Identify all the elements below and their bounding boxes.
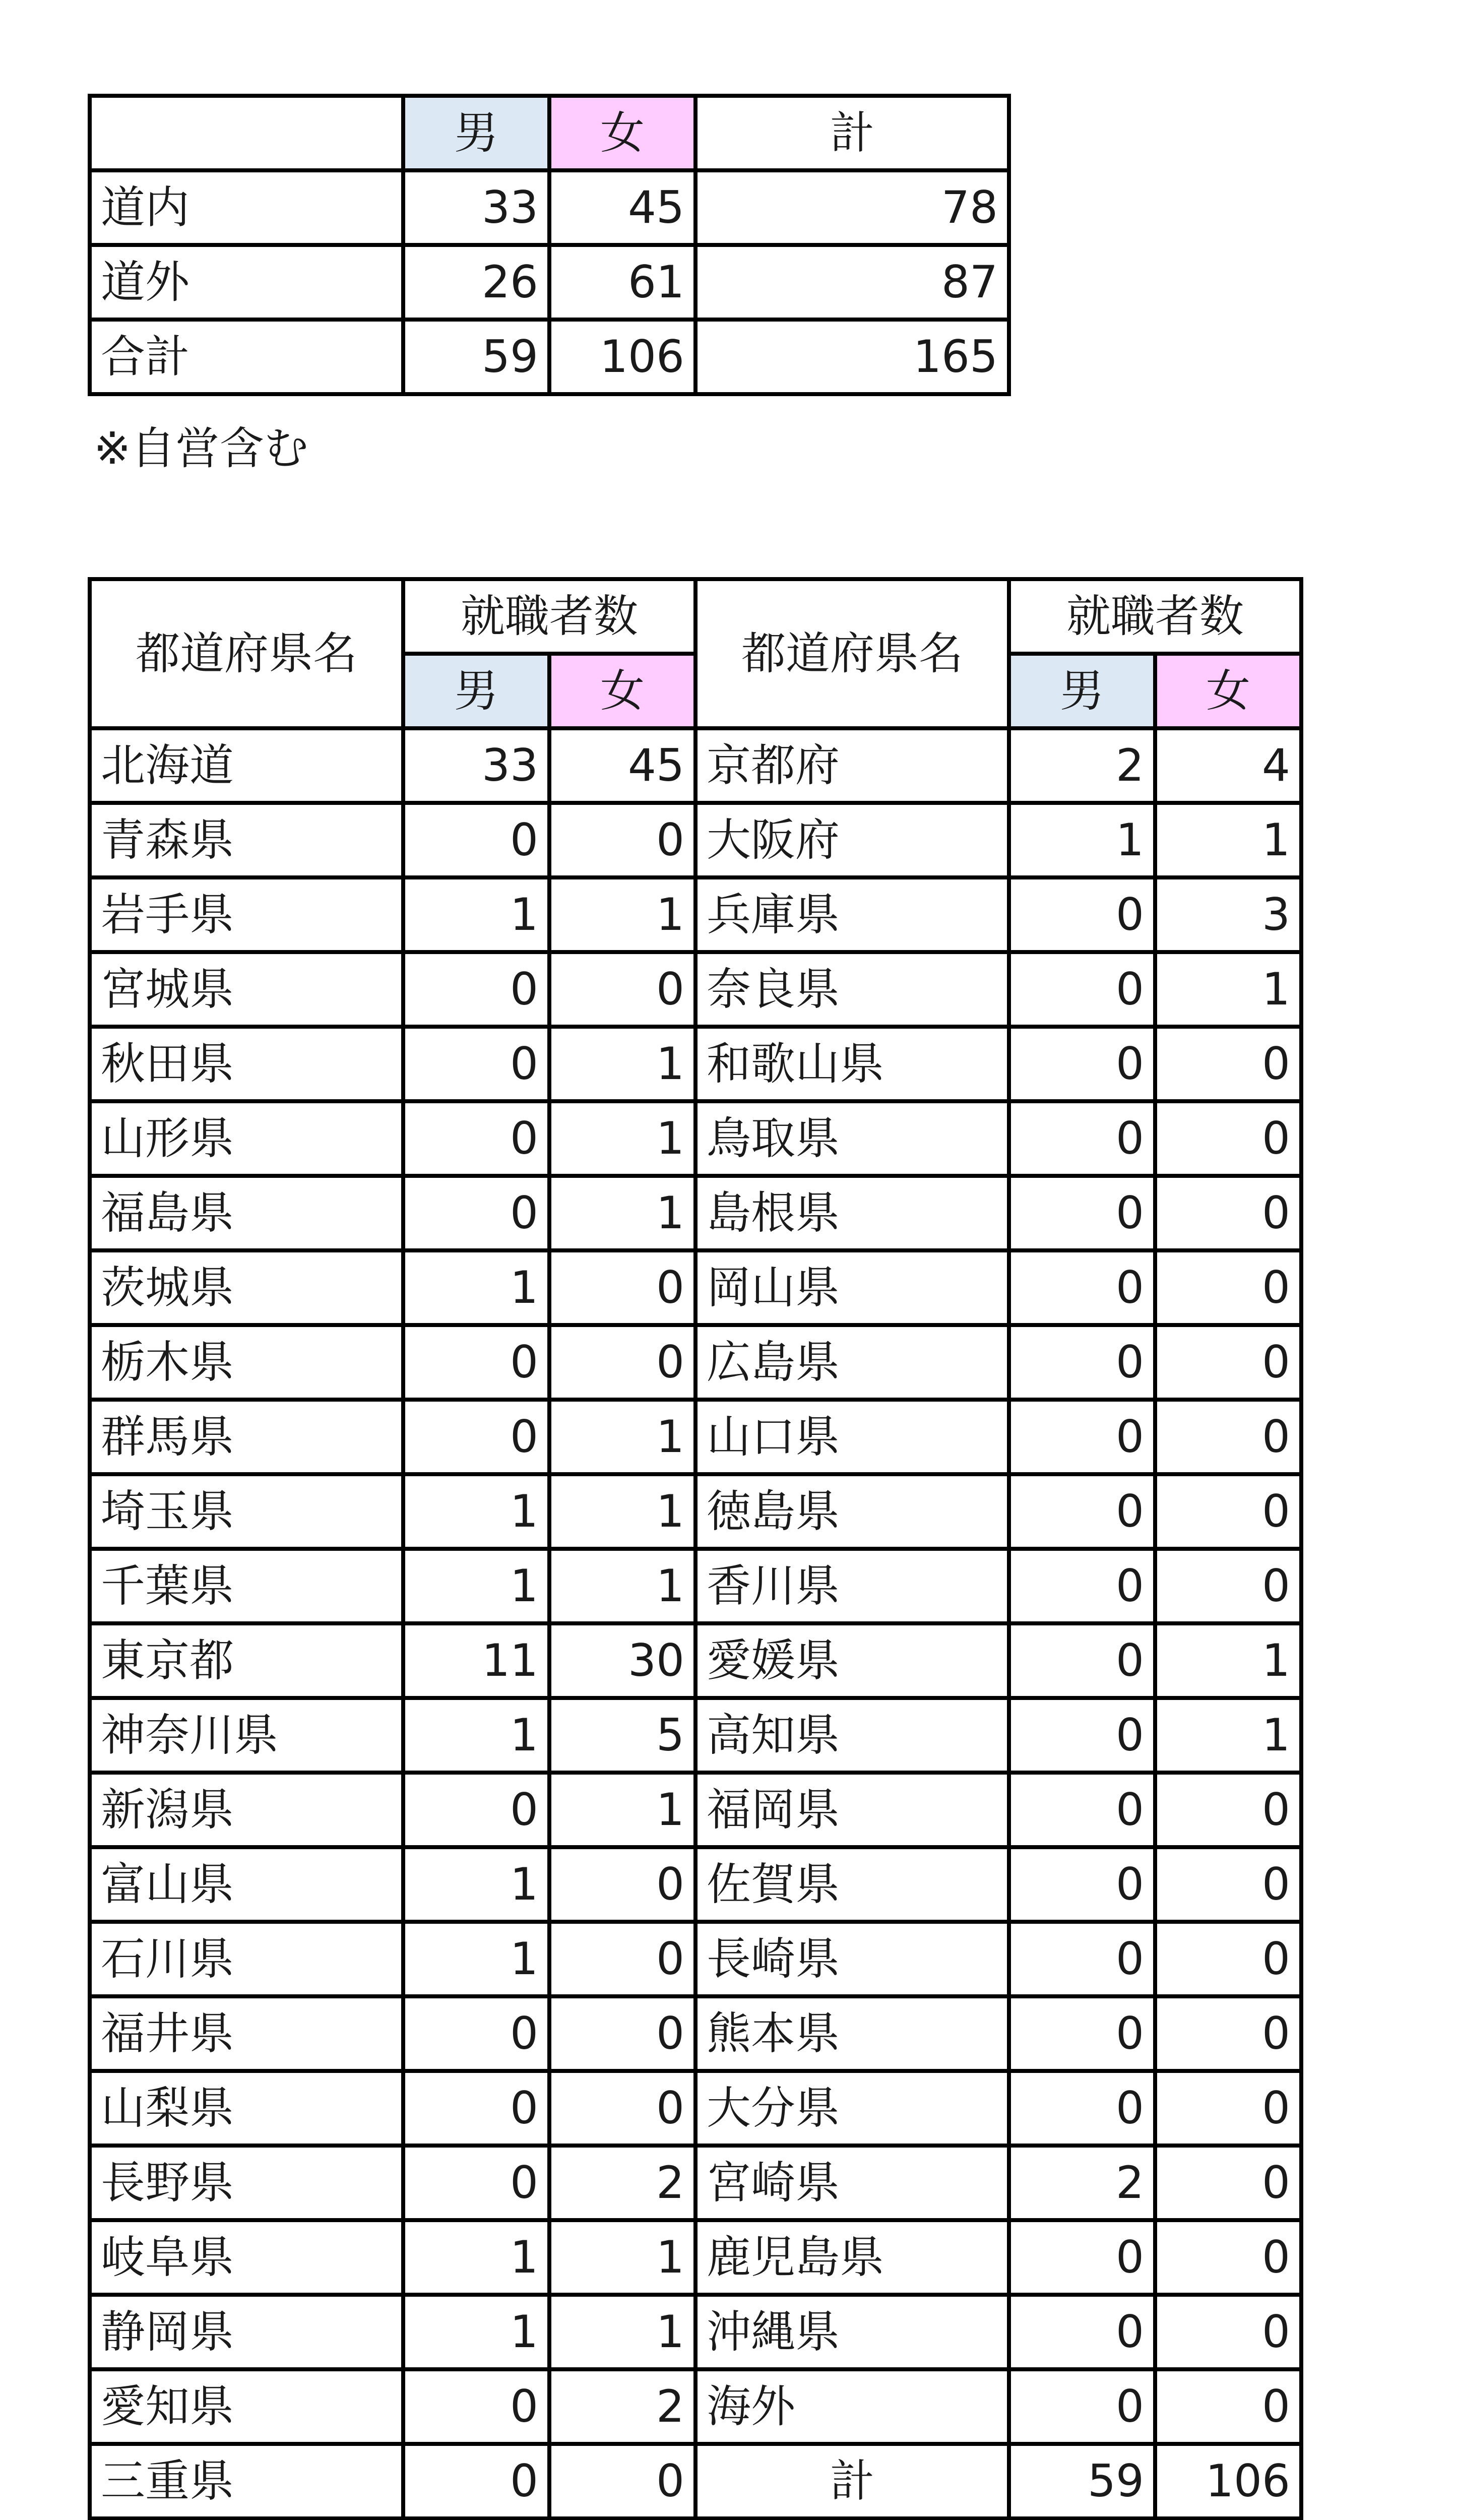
summary-row-total: 165 [695, 320, 1009, 394]
prefecture-name: 青森県 [90, 803, 403, 877]
female-count: 3 [1155, 877, 1301, 952]
prefecture-name: 広島県 [695, 1325, 1009, 1400]
prefecture-table [88, 577, 1303, 2520]
summary-row-label: 合計 [90, 320, 403, 394]
table-row [90, 2071, 1301, 2146]
female-count: 0 [1155, 1027, 1301, 1101]
table-row [90, 2146, 1301, 2220]
female-count: 2 [549, 2369, 695, 2444]
male-count: 1 [403, 1250, 549, 1325]
summary-table [88, 94, 1011, 396]
male-count: 0 [403, 1325, 549, 1400]
female-count: 0 [1155, 1549, 1301, 1623]
summary-header-row [90, 96, 1009, 170]
female-count: 0 [1155, 1325, 1301, 1400]
prefecture-name: 群馬県 [90, 1400, 403, 1474]
subtotal-female: 106 [1155, 2444, 1301, 2518]
female-count: 2 [549, 2146, 695, 2220]
male-count: 0 [403, 2071, 549, 2146]
female-count: 1 [549, 2295, 695, 2369]
prefecture-name: 鹿児島県 [695, 2220, 1009, 2295]
male-count: 0 [1009, 1922, 1155, 1996]
male-count: 11 [403, 1623, 549, 1698]
male-count: 1 [403, 1549, 549, 1623]
table-row [90, 728, 1301, 803]
male-count: 33 [403, 728, 549, 803]
male-count: 0 [1009, 1400, 1155, 1474]
subtotal-label: 計 [695, 2444, 1009, 2518]
table-row [90, 803, 1301, 877]
female-count: 1 [549, 1101, 695, 1176]
male-count: 0 [1009, 1325, 1155, 1400]
male-count: 0 [403, 1176, 549, 1250]
table-row [90, 1549, 1301, 1623]
summary-row-male: 33 [403, 170, 549, 245]
male-count: 0 [1009, 2369, 1155, 2444]
table-row [90, 1847, 1301, 1922]
male-count: 1 [403, 877, 549, 952]
table-row [90, 1325, 1301, 1400]
summary-row-female: 106 [549, 320, 695, 394]
female-count: 0 [1155, 1474, 1301, 1549]
female-count: 1 [549, 1400, 695, 1474]
female-count: 0 [1155, 1101, 1301, 1176]
female-count: 0 [549, 1996, 695, 2071]
female-count: 0 [1155, 1996, 1301, 2071]
female-count: 1 [1155, 1623, 1301, 1698]
female-count: 1 [549, 1474, 695, 1549]
female-count: 0 [1155, 2369, 1301, 2444]
male-count: 2 [1009, 2146, 1155, 2220]
table-row [90, 2220, 1301, 2295]
prefecture-name: 宮崎県 [695, 2146, 1009, 2220]
prefecture-name: 山梨県 [90, 2071, 403, 2146]
prefecture-name: 山口県 [695, 1400, 1009, 1474]
summary-row-label: 道外 [90, 245, 403, 320]
female-count: 1 [1155, 803, 1301, 877]
male-count: 0 [1009, 1623, 1155, 1698]
prefecture-name: 長野県 [90, 2146, 403, 2220]
male-count: 0 [1009, 1250, 1155, 1325]
summary-row-male: 59 [403, 320, 549, 394]
prefecture-name: 福島県 [90, 1176, 403, 1250]
prefecture-name: 海外 [695, 2369, 1009, 2444]
male-count: 1 [403, 1474, 549, 1549]
male-count: 0 [1009, 1847, 1155, 1922]
table-row [90, 877, 1301, 952]
male-count: 0 [403, 2444, 549, 2518]
prefecture-name: 秋田県 [90, 1027, 403, 1101]
male-count: 0 [403, 803, 549, 877]
female-count: 1 [549, 877, 695, 952]
prefecture-name: 栃木県 [90, 1325, 403, 1400]
female-count: 1 [549, 1027, 695, 1101]
male-count: 2 [1009, 728, 1155, 803]
table-row [90, 1250, 1301, 1325]
prefecture-name: 熊本県 [695, 1996, 1009, 2071]
prefecture-name: 静岡県 [90, 2295, 403, 2369]
female-count: 1 [1155, 1698, 1301, 1773]
prefecture-name: 島根県 [695, 1176, 1009, 1250]
female-count: 0 [549, 1922, 695, 1996]
male-count: 0 [403, 1400, 549, 1474]
female-count: 0 [1155, 1922, 1301, 1996]
female-count: 1 [549, 1549, 695, 1623]
prefecture-name: 千葉県 [90, 1549, 403, 1623]
male-count: 0 [1009, 2295, 1155, 2369]
summary-header-total: 計 [695, 96, 1009, 170]
prefecture-name: 岐阜県 [90, 2220, 403, 2295]
prefecture-name: 大分県 [695, 2071, 1009, 2146]
female-count: 0 [549, 1847, 695, 1922]
summary-note: ※自営含む [94, 422, 308, 474]
prefecture-name: 奈良県 [695, 952, 1009, 1027]
male-count: 0 [403, 2369, 549, 2444]
table-row [90, 2444, 1301, 2518]
prefecture-name: 和歌山県 [695, 1027, 1009, 1101]
female-count: 0 [549, 1250, 695, 1325]
header-pref-name-left: 都道府県名 [90, 579, 403, 728]
prefecture-name: 高知県 [695, 1698, 1009, 1773]
male-count: 0 [403, 1996, 549, 2071]
female-count: 0 [549, 1325, 695, 1400]
female-count: 0 [549, 803, 695, 877]
table-row [90, 1474, 1301, 1549]
header-pref-name-right: 都道府県名 [695, 579, 1009, 728]
table-row [90, 1623, 1301, 1698]
prefecture-name: 福岡県 [695, 1773, 1009, 1847]
male-count: 0 [403, 952, 549, 1027]
prefecture-name: 埼玉県 [90, 1474, 403, 1549]
table-row [90, 1027, 1301, 1101]
summary-header-male: 男 [403, 96, 549, 170]
male-count: 0 [1009, 1474, 1155, 1549]
prefecture-name: 兵庫県 [695, 877, 1009, 952]
female-count: 1 [549, 2220, 695, 2295]
table-row [90, 1101, 1301, 1176]
prefecture-name: 京都府 [695, 728, 1009, 803]
prefecture-name: 福井県 [90, 1996, 403, 2071]
prefecture-name: 北海道 [90, 728, 403, 803]
female-count: 0 [549, 2444, 695, 2518]
male-count: 0 [1009, 2220, 1155, 2295]
summary-header-female: 女 [549, 96, 695, 170]
male-count: 0 [1009, 2071, 1155, 2146]
prefecture-name: 岩手県 [90, 877, 403, 952]
header-female-left: 女 [549, 654, 695, 728]
female-count: 1 [549, 1773, 695, 1847]
female-count: 1 [549, 1176, 695, 1250]
male-count: 0 [403, 1101, 549, 1176]
prefecture-name: 新潟県 [90, 1773, 403, 1847]
header-employed-count-left: 就職者数 [403, 579, 695, 654]
prefecture-name: 香川県 [695, 1549, 1009, 1623]
female-count: 1 [1155, 952, 1301, 1027]
prefecture-name: 鳥取県 [695, 1101, 1009, 1176]
female-count: 0 [1155, 1400, 1301, 1474]
table-row [90, 1922, 1301, 1996]
prefecture-header-row [90, 579, 1301, 654]
prefecture-name: 富山県 [90, 1847, 403, 1922]
male-count: 1 [403, 2220, 549, 2295]
male-count: 0 [403, 2146, 549, 2220]
prefecture-name: 三重県 [90, 2444, 403, 2518]
male-count: 1 [403, 1922, 549, 1996]
female-count: 0 [549, 2071, 695, 2146]
prefecture-name: 愛知県 [90, 2369, 403, 2444]
summary-row-total: 78 [695, 170, 1009, 245]
prefecture-name: 東京都 [90, 1623, 403, 1698]
prefecture-name: 宮城県 [90, 952, 403, 1027]
prefecture-name: 神奈川県 [90, 1698, 403, 1773]
male-count: 0 [403, 1027, 549, 1101]
summary-row-total: 87 [695, 245, 1009, 320]
prefecture-name: 茨城県 [90, 1250, 403, 1325]
prefecture-name: 沖縄県 [695, 2295, 1009, 2369]
header-male-right: 男 [1009, 654, 1155, 728]
male-count: 1 [403, 1847, 549, 1922]
female-count: 0 [1155, 1250, 1301, 1325]
table-row [90, 2295, 1301, 2369]
male-count: 1 [1009, 803, 1155, 877]
female-count: 0 [1155, 2295, 1301, 2369]
subtotal-male: 59 [1009, 2444, 1155, 2518]
prefecture-name: 徳島県 [695, 1474, 1009, 1549]
table-row [90, 2369, 1301, 2444]
summary-row [90, 245, 1009, 320]
summary-row [90, 320, 1009, 394]
prefecture-name: 石川県 [90, 1922, 403, 1996]
female-count: 0 [549, 952, 695, 1027]
female-count: 0 [1155, 2220, 1301, 2295]
header-male-left: 男 [403, 654, 549, 728]
female-count: 5 [549, 1698, 695, 1773]
female-count: 0 [1155, 2071, 1301, 2146]
male-count: 1 [403, 2295, 549, 2369]
table-row [90, 1698, 1301, 1773]
prefecture-name: 佐賀県 [695, 1847, 1009, 1922]
female-count: 0 [1155, 1176, 1301, 1250]
male-count: 0 [1009, 1698, 1155, 1773]
female-count: 0 [1155, 1847, 1301, 1922]
table-row [90, 1996, 1301, 2071]
female-count: 45 [549, 728, 695, 803]
summary-row-male: 26 [403, 245, 549, 320]
prefecture-name: 大阪府 [695, 803, 1009, 877]
male-count: 0 [1009, 1549, 1155, 1623]
prefecture-name: 岡山県 [695, 1250, 1009, 1325]
summary-row-label: 道内 [90, 170, 403, 245]
summary-row-female: 45 [549, 170, 695, 245]
female-count: 0 [1155, 1773, 1301, 1847]
summary-header-blank [90, 96, 403, 170]
table-row [90, 1400, 1301, 1474]
male-count: 0 [1009, 1027, 1155, 1101]
male-count: 1 [403, 1698, 549, 1773]
male-count: 0 [403, 1773, 549, 1847]
prefecture-name: 山形県 [90, 1101, 403, 1176]
male-count: 0 [1009, 1996, 1155, 2071]
male-count: 0 [1009, 1773, 1155, 1847]
header-employed-count-right: 就職者数 [1009, 579, 1301, 654]
header-female-right: 女 [1155, 654, 1301, 728]
prefecture-name: 愛媛県 [695, 1623, 1009, 1698]
female-count: 4 [1155, 728, 1301, 803]
summary-row [90, 170, 1009, 245]
male-count: 0 [1009, 877, 1155, 952]
table-row [90, 1773, 1301, 1847]
table-row [90, 1176, 1301, 1250]
female-count: 30 [549, 1623, 695, 1698]
prefecture-name: 長崎県 [695, 1922, 1009, 1996]
summary-row-female: 61 [549, 245, 695, 320]
female-count: 0 [1155, 2146, 1301, 2220]
male-count: 0 [1009, 1176, 1155, 1250]
male-count: 0 [1009, 952, 1155, 1027]
male-count: 0 [1009, 1101, 1155, 1176]
table-row [90, 952, 1301, 1027]
